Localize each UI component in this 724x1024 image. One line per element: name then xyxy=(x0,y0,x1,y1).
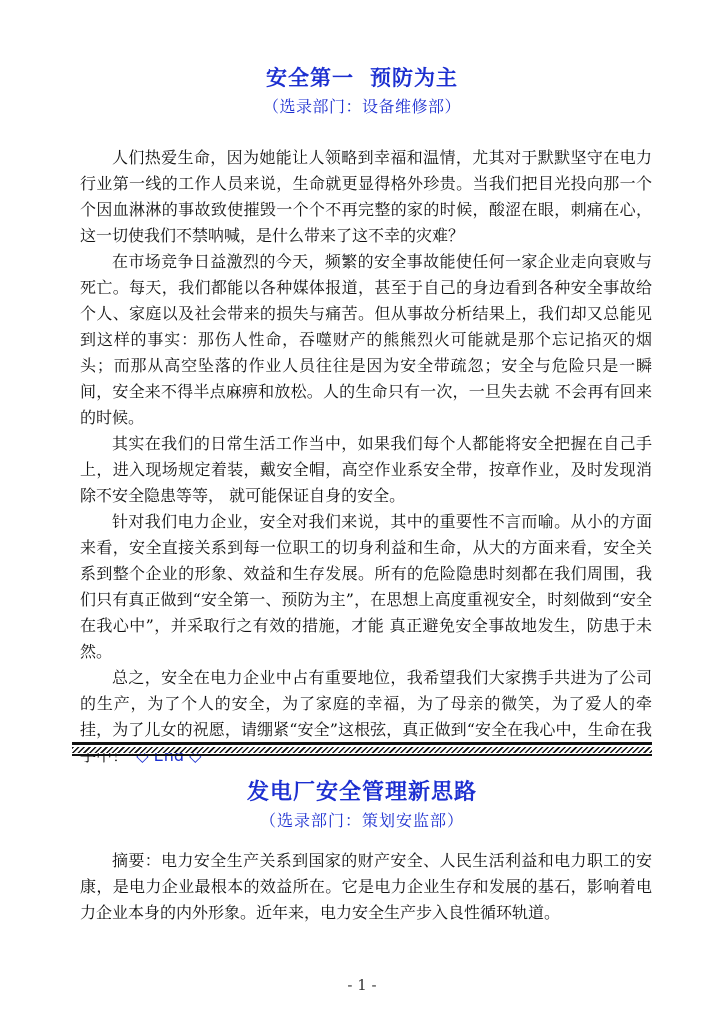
article2-body xyxy=(80,848,652,926)
article2-title: 发电厂安全管理新思路 xyxy=(246,780,477,805)
article1-body xyxy=(80,145,652,769)
article1-paragraph-5-text: 总之，安全在电力企业中占有重要地位，我希望我们大家携手共进为了公司的生产，为了个人的安全，为了家庭的幸福，为了母亲的微笑，为了爱人的牵挂，为了儿女的祝愿，请绷紧“安全”这根弦，真正做到“安全在我心中，生命在我 xyxy=(80,668,652,739)
article1-title-part2: 预防为主 xyxy=(370,66,458,90)
article1-title-part1: 安全第一 xyxy=(266,66,354,90)
article2-subtitle: （选录部门：策划安监部） xyxy=(259,811,464,830)
article2-paragraph-1: 摘要：电力安全生产关系到国家的财产安全、人民生活利益和电力职工的安康，是电力企业最根本的效益所在。它是电力企业生存和发展的基石，影响着电力企业本身的内外形象。近年来，电力安全生产步入良性循环轨道。 xyxy=(80,851,652,922)
article1-paragraph-1: 人们热爱生命，因为她能让人领略到幸福和温情，尤其对于默默坚守在电力行业第一线的工作人员来说，生命就更显得格外珍贵。当我们把目光投向那一个个因血淋淋的事故致使摧毁一个个不再完整的家的时候，酸涩在眼，刺痛在心，这一切使我们不禁呐喊，是什么带来了这不幸的灾难？ xyxy=(80,148,652,245)
article1-title xyxy=(0,62,724,92)
article1-paragraph-4: 针对我们电力企业，安全对我们来说，其中的重要性不言而喻。从小的方面来看，安全直接关系到每一位职工的切身利益和生命，从大的方面来看，安全关系到整个企业的形象、效益和生存发展。所有的危险隐患时刻都在我们周围，我们只有真正做到“安全第一、预防为主”，在思想上高度重视安全，时刻做到“安全在我心中”，并采取行之有效的措施，才能 真正避免安全事故地发生，防患于未然。 xyxy=(80,512,652,661)
article1-paragraph-3: 其实在我们的日常生活工作当中，如果我们每个人都能将安全把握在自己手上，进入现场规定着装，戴安全帽，高空作业系安全带，按章作业，及时发现消除不安全隐患等等， 就可能保证自身的安全。 xyxy=(80,434,652,505)
article1-subtitle: （选录部门：设备维修部） xyxy=(262,97,461,116)
section-divider xyxy=(72,742,652,756)
page-number: - 1 - xyxy=(347,976,377,994)
article1-paragraph-2: 在市场竞争日益激烈的今天，频繁的安全事故能使任何一家企业走向衰败与死亡。每天，我们都能以各种媒体报道，甚至于自己的身边看到各种安全事故给个人、家庭以及社会带来的损失与痛苦。但从事故分析结果上，我们却又总能见到这样的事实：那伤人性命，吞噬财产的熊熊烈火可能就是那个忘记掐灭的烟头；而那从高空坠落的作业人员往往是因为安全带疏忽；安全与危险只是一瞬间，安全来不得半点麻痹和放松。人的生命只有一次，一旦失去就 不会再有回来的时候。 xyxy=(80,252,652,427)
